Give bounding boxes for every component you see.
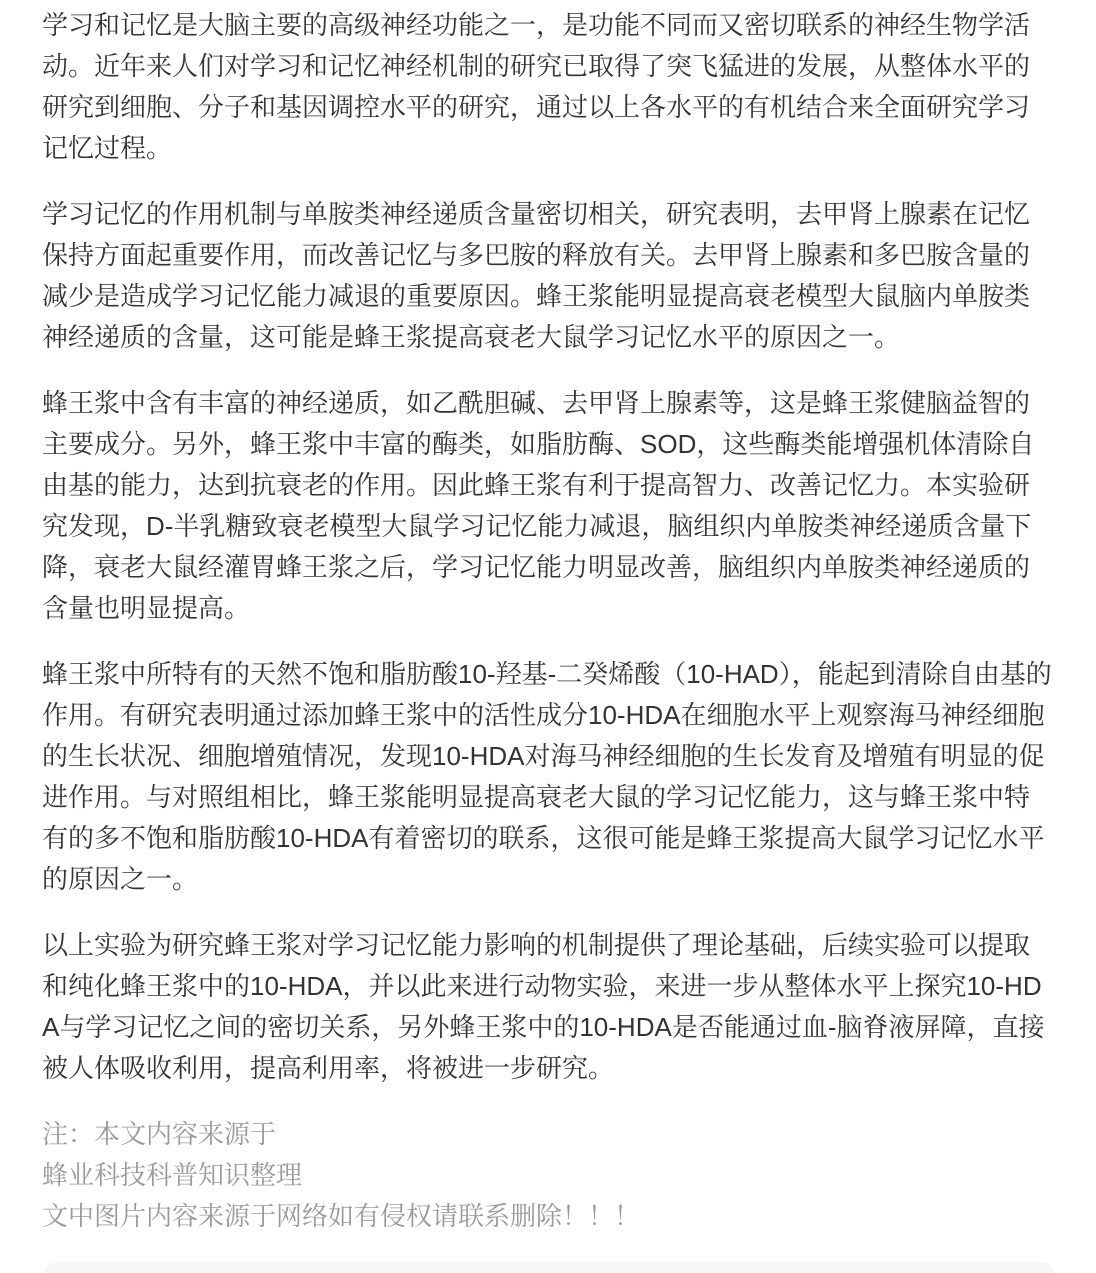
paragraph-neurotransmitter-mechanism: 学习记忆的作用机制与单胺类神经递质含量密切相关，研究表明，去甲肾上腺素在记忆保持方面起重要作用，而改善记忆与多巴胺的释放有关。去甲肾上腺素和多巴胺含量的减少是造成学习记忆能力减退的重要原因。蜂王浆能明显提高衰老模型大鼠脑内单胺类神经递质的含量，这可能是蜂王浆提高衰老大鼠学习记忆水平的原因之一。 (42, 199, 1031, 352)
paragraph-10-hda-effects: 蜂王浆中所特有的天然不饱和脂肪酸10-羟基-二癸烯酸（10-HAD），能起到清除自由基的作用。有研究表明通过添加蜂王浆中的活性成分10-HDA在细胞水平上观察海马神经细胞的生长状况、细胞增殖情况，发现10-HDA对海马神经细胞的生长发育及增殖有明显的促进作用。与对照组相比，蜂王浆能明显提高衰老大鼠的学习记忆能力，这与蜂王浆中特有的多不饱和脂肪酸10-HDA有着密切的联系，这很可能是蜂王浆提高大鼠学习记忆水平的原因之一。 (42, 659, 1052, 894)
paragraph-learning-memory-intro: 学习和记忆是大脑主要的高级神经功能之一，是功能不同而又密切联系的神经生物学活动。近年来人们对学习和记忆神经机制的研究已取得了突飞猛进的发展，从整体水平的研究到细胞、分子和基因调控水平的研究，通过以上各水平的有机结合来全面研究学习记忆过程。 (42, 10, 1031, 163)
source-note-line-1: 注：本文内容来源于 (42, 1119, 277, 1149)
paragraph-future-research: 以上实验为研究蜂王浆对学习记忆能力影响的机制提供了理论基础，后续实验可以提取和纯化蜂王浆中的10-HDA，并以此来进行动物实验，来进一步从整体水平上探究10-HDA与学习记忆之间的密切关系，另外蜂王浆中的10-HDA是否能通过血-脑脊液屏障，直接被人体吸收利用，提高利用率，将被进一步研究。 (42, 930, 1045, 1083)
source-note (42, 1114, 1054, 1237)
source-note-line-3: 文中图片内容来源于网络如有侵权请联系删除！！！ (42, 1201, 641, 1231)
bottom-card-edge (44, 1262, 1054, 1273)
paragraph-royal-jelly-components: 蜂王浆中含有丰富的神经递质，如乙酰胆碱、去甲肾上腺素等，这是蜂王浆健脑益智的主要成分。另外，蜂王浆中丰富的酶类，如脂肪酶、SOD，这些酶类能增强机体清除自由基的能力，达到抗衰老的作用。因此蜂王浆有利于提高智力、改善记忆力。本实验研究发现，D-半乳糖致衰老模型大鼠学习记忆能力减退，脑组织内单胺类神经递质含量下降，衰老大鼠经灌胃蜂王浆之后，学习记忆能力明显改善，脑组织内单胺类神经递质的含量也明显提高。 (42, 388, 1035, 623)
source-note-line-2: 蜂业科技科普知识整理 (42, 1160, 303, 1190)
